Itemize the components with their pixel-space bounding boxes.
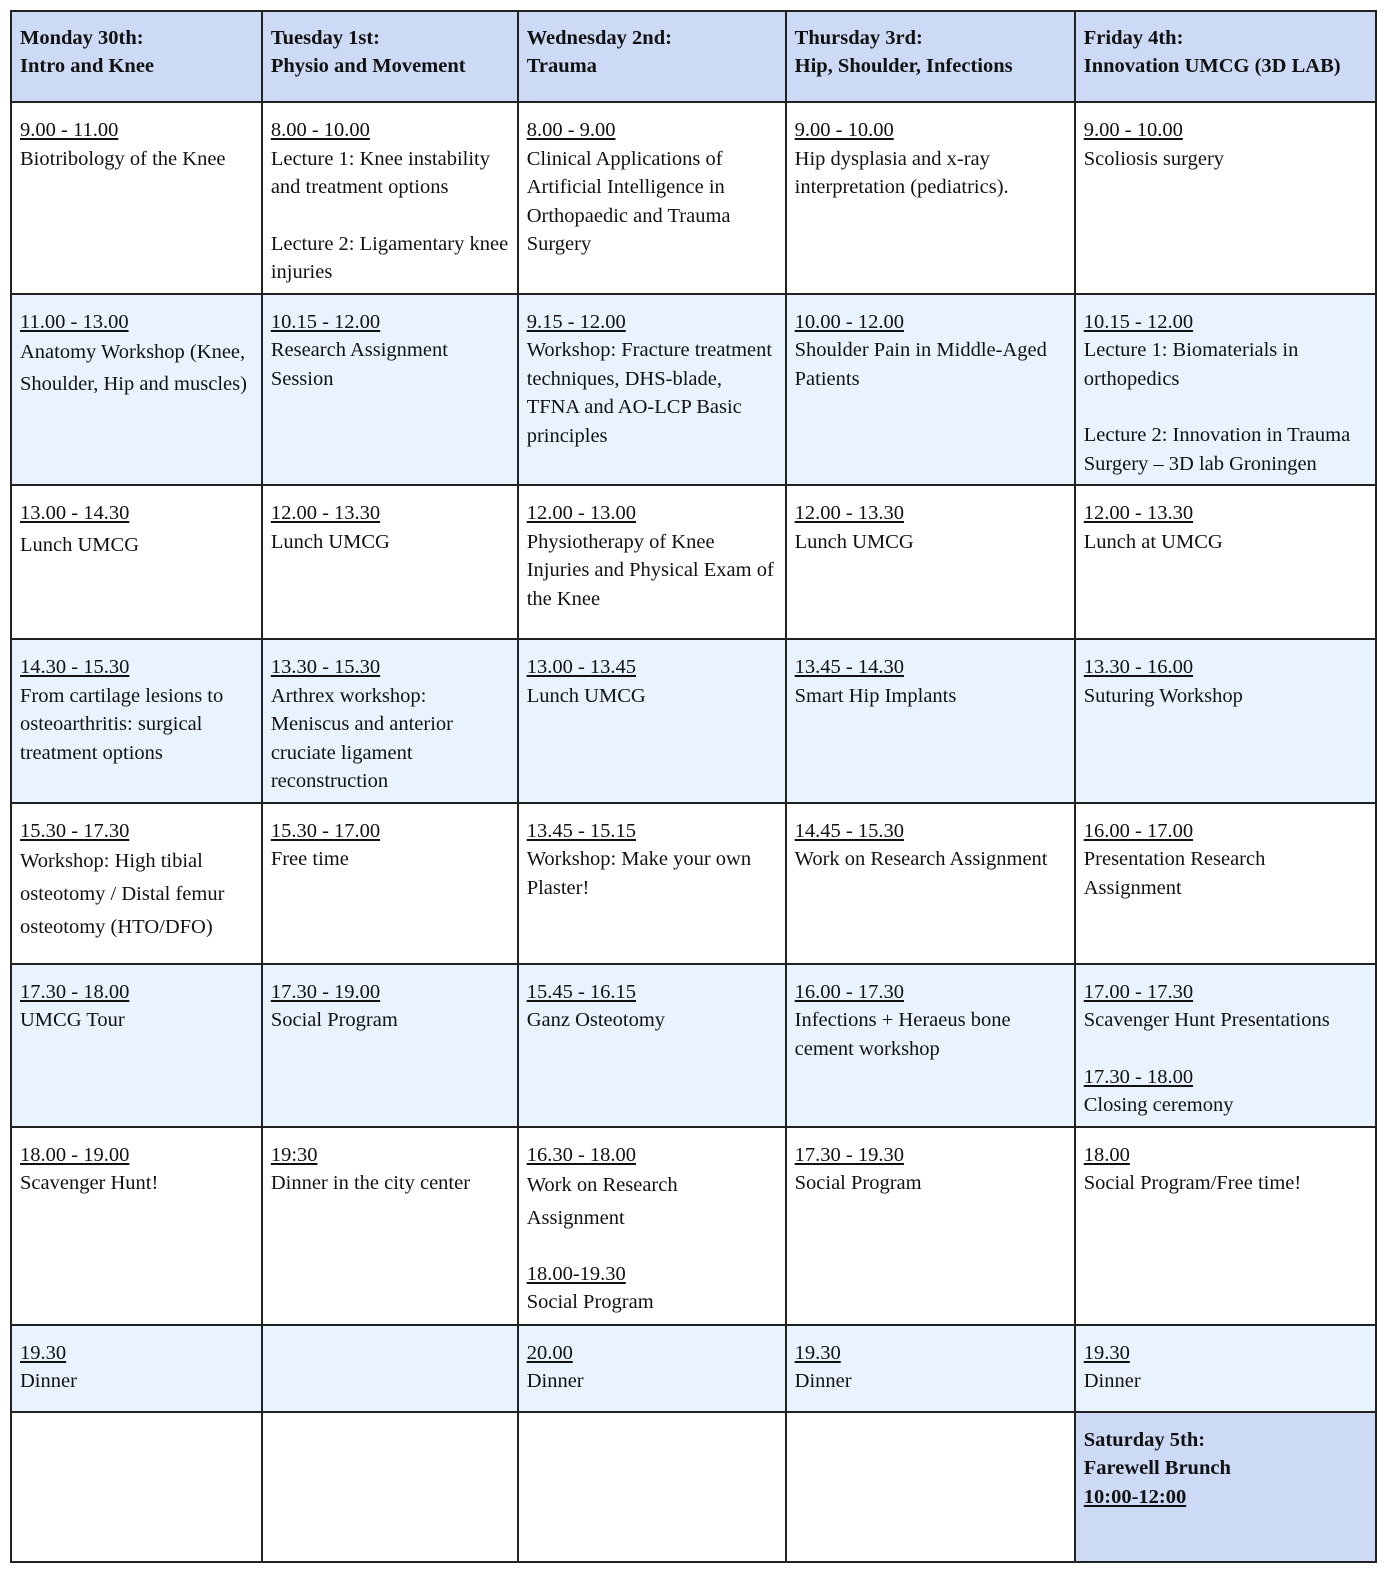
slot-title: Anatomy Workshop (Knee, Shoulder, Hip and muscles) xyxy=(20,340,247,395)
slot-time: 13.45 - 14.30 xyxy=(794,656,904,678)
slot-time: 13.00 - 13.45 xyxy=(526,656,637,678)
slot-time: 17.30 - 19.30 xyxy=(794,1143,904,1166)
schedule-row xyxy=(11,1127,1376,1325)
schedule-row xyxy=(11,485,1376,639)
schedule-cell xyxy=(262,639,518,803)
schedule-cell xyxy=(786,294,1075,486)
slot-time: 18.00-19.30 xyxy=(526,1262,626,1285)
day-theme: Innovation UMCG (3D LAB) xyxy=(1083,55,1341,77)
schedule-cell xyxy=(786,485,1075,639)
schedule-cell-empty xyxy=(518,1412,786,1562)
slot-time: 18.00 - 19.00 xyxy=(20,1143,130,1166)
slot-title: Work on Research Assignment xyxy=(794,848,1048,870)
schedule-cell xyxy=(518,102,786,294)
day-label: Monday 30th: xyxy=(20,27,144,49)
day-theme: Hip, Shoulder, Infections xyxy=(794,55,1013,77)
slot-time: 20.00 xyxy=(526,1341,573,1364)
schedule-cell xyxy=(786,964,1075,1127)
schedule-cell xyxy=(518,803,786,964)
slot-time: 12.00 - 13.30 xyxy=(1083,502,1194,524)
schedule-cell xyxy=(11,803,262,964)
saturday-event: Farewell Brunch xyxy=(1083,1457,1231,1479)
header-monday xyxy=(11,11,262,102)
slot-title: Ganz Osteotomy xyxy=(526,1009,666,1031)
slot-time: 9.15 - 12.00 xyxy=(526,310,626,333)
slot-time: 10.15 - 12.00 xyxy=(270,310,381,333)
schedule-cell xyxy=(262,294,518,486)
header-tuesday xyxy=(262,11,518,102)
saturday-time: 10:00-12:00 xyxy=(1083,1485,1187,1508)
slot-time: 10.00 - 12.00 xyxy=(794,310,904,333)
schedule-cell xyxy=(786,639,1075,803)
schedule-cell xyxy=(1075,1127,1376,1325)
slot-title: Hip dysplasia and x-ray interpretation (pediatrics). xyxy=(794,147,1009,198)
slot-title: Social Program xyxy=(270,1009,398,1031)
schedule-cell xyxy=(1075,485,1376,639)
schedule-cell xyxy=(11,1127,262,1325)
slot-time: 11.00 - 13.00 xyxy=(20,310,129,333)
slot-time: 19:30 xyxy=(270,1143,318,1166)
slot-time: 19.30 xyxy=(794,1341,841,1364)
slot-title: Scoliosis surgery xyxy=(1083,147,1225,170)
slot-title: Lunch at UMCG xyxy=(1083,530,1223,553)
slot-title: Infections + Heraeus bone cement workshop xyxy=(794,1009,1011,1060)
saturday-brunch-cell xyxy=(1075,1412,1376,1562)
schedule-cell xyxy=(518,964,786,1127)
schedule-cell xyxy=(11,485,262,639)
schedule-cell xyxy=(11,964,262,1127)
schedule-cell xyxy=(1075,639,1376,803)
slot-time: 10.15 - 12.00 xyxy=(1083,310,1194,333)
slot-time: 8.00 - 10.00 xyxy=(270,119,370,141)
slot-title: Suturing Workshop xyxy=(1083,684,1243,707)
saturday-day-label: Saturday 5th: xyxy=(1083,1428,1206,1451)
slot-title: Social Program xyxy=(526,1290,654,1313)
schedule-cell xyxy=(518,1127,786,1325)
schedule-cell xyxy=(262,102,518,294)
slot-title: Free time xyxy=(270,848,349,870)
schedule-cell-empty xyxy=(786,1412,1075,1562)
slot-title: Social Program/Free time! xyxy=(1083,1172,1302,1194)
schedule-cell xyxy=(518,485,786,639)
schedule-row xyxy=(11,102,1376,294)
day-theme: Trauma xyxy=(526,55,597,77)
slot-time: 15.30 - 17.30 xyxy=(20,819,130,842)
slot-title: Social Program xyxy=(794,1172,922,1194)
slot-time: 16.30 - 18.00 xyxy=(526,1143,637,1166)
slot-time: 15.30 - 17.00 xyxy=(270,819,381,842)
slot-title: Dinner xyxy=(526,1370,584,1392)
slot-time: 14.30 - 15.30 xyxy=(20,656,130,678)
slot-title: Lunch UMCG xyxy=(794,530,914,553)
schedule-cell-empty xyxy=(262,1412,518,1562)
schedule-row xyxy=(11,639,1376,803)
slot-title: Shoulder Pain in Middle-Aged Patients xyxy=(794,339,1047,390)
slot-title: Presentation Research Assignment xyxy=(1083,848,1266,899)
slot-title: Lecture 1: Knee instability and treatment options xyxy=(270,147,490,198)
schedule-row xyxy=(11,803,1376,964)
schedule-cell-empty xyxy=(262,1325,518,1412)
schedule-cell xyxy=(262,485,518,639)
schedule-cell xyxy=(518,294,786,486)
slot-time: 9.00 - 11.00 xyxy=(20,119,119,141)
day-label: Friday 4th: xyxy=(1083,27,1184,49)
header-friday xyxy=(1075,11,1376,102)
slot-time: 13.45 - 15.15 xyxy=(526,819,637,842)
slot-title: Scavenger Hunt! xyxy=(20,1172,159,1194)
schedule-cell xyxy=(11,1325,262,1412)
schedule-row xyxy=(11,1325,1376,1412)
slot-time: 15.45 - 16.15 xyxy=(526,980,637,1003)
slot-title: Biotribology of the Knee xyxy=(20,147,226,170)
slot-time: 12.00 - 13.00 xyxy=(526,502,637,524)
slot-title: Workshop: High tibial osteotomy / Distal femur osteotomy (HTO/DFO) xyxy=(20,849,225,938)
slot-time: 17.30 - 18.00 xyxy=(1083,1065,1194,1088)
day-theme: Intro and Knee xyxy=(20,55,155,77)
schedule-cell xyxy=(518,639,786,803)
slot-time: 13.30 - 16.00 xyxy=(1083,656,1194,678)
schedule-cell xyxy=(1075,964,1376,1127)
schedule-row xyxy=(11,294,1376,486)
slot-title: Arthrex workshop: Meniscus and anterior cruciate ligament reconstruction xyxy=(270,684,453,792)
slot-title: Lecture 2: Ligamentary knee injuries xyxy=(270,232,509,283)
slot-title: Closing ceremony xyxy=(1083,1094,1234,1116)
slot-time: 14.45 - 15.30 xyxy=(794,819,904,842)
slot-title: Lunch UMCG xyxy=(526,684,646,707)
slot-title: Smart Hip Implants xyxy=(794,684,957,707)
schedule-cell xyxy=(11,102,262,294)
slot-title: Dinner xyxy=(794,1370,852,1392)
schedule-row xyxy=(11,964,1376,1127)
schedule-cell-empty xyxy=(11,1412,262,1562)
day-label: Tuesday 1st: xyxy=(270,27,381,49)
schedule-cell xyxy=(11,294,262,486)
slot-time: 17.30 - 19.00 xyxy=(270,980,381,1003)
slot-time: 17.00 - 17.30 xyxy=(1083,980,1194,1003)
schedule-cell xyxy=(786,102,1075,294)
schedule-cell xyxy=(262,803,518,964)
slot-title: Dinner xyxy=(1083,1370,1141,1392)
schedule-cell xyxy=(1075,803,1376,964)
slot-time: 17.30 - 18.00 xyxy=(20,980,130,1003)
schedule-cell xyxy=(262,1127,518,1325)
slot-time: 12.00 - 13.30 xyxy=(794,502,904,524)
slot-title: Lunch UMCG xyxy=(20,533,140,556)
schedule-row xyxy=(11,1412,1376,1562)
header-wednesday xyxy=(518,11,786,102)
slot-title: Physiotherapy of Knee Injuries and Physical Exam of the Knee xyxy=(526,530,774,610)
slot-time: 13.30 - 15.30 xyxy=(270,656,381,678)
slot-title: Lunch UMCG xyxy=(270,530,390,553)
slot-time: 18.00 xyxy=(1083,1143,1130,1166)
slot-title: Dinner xyxy=(20,1370,77,1392)
slot-title: UMCG Tour xyxy=(20,1009,125,1031)
slot-time: 19.30 xyxy=(20,1341,67,1364)
schedule-cell xyxy=(262,964,518,1127)
day-label: Thursday 3rd: xyxy=(794,27,923,49)
slot-time: 8.00 - 9.00 xyxy=(526,119,616,141)
header-row xyxy=(11,11,1376,102)
slot-title: Clinical Applications of Artificial Intelligence in Orthopaedic and Trauma Surgery xyxy=(526,147,731,255)
slot-time: 16.00 - 17.00 xyxy=(1083,819,1194,842)
slot-title: Workshop: Make your own Plaster! xyxy=(526,848,752,899)
schedule-cell xyxy=(786,803,1075,964)
slot-title: Lecture 2: Innovation in Trauma Surgery – 3D lab Groningen xyxy=(1083,424,1351,475)
slot-title: Workshop: Fracture treatment techniques, DHS-blade, TFNA and AO-LCP Basic principles xyxy=(526,339,773,447)
schedule-cell xyxy=(1075,102,1376,294)
schedule-cell xyxy=(518,1325,786,1412)
slot-title: From cartilage lesions to osteoarthritis: surgical treatment options xyxy=(20,684,224,764)
slot-time: 16.00 - 17.30 xyxy=(794,980,904,1003)
schedule-cell xyxy=(1075,294,1376,486)
schedule-cell xyxy=(786,1325,1075,1412)
slot-title: Lecture 1: Biomaterials in orthopedics xyxy=(1083,339,1299,390)
slot-title: Dinner in the city center xyxy=(270,1172,471,1194)
slot-title: Scavenger Hunt Presentations xyxy=(1083,1009,1330,1031)
slot-time: 9.00 - 10.00 xyxy=(1083,119,1183,141)
slot-time: 13.00 - 14.30 xyxy=(20,502,130,524)
slot-time: 9.00 - 10.00 xyxy=(794,119,894,141)
slot-title: Research Assignment Session xyxy=(270,339,448,390)
day-theme: Physio and Movement xyxy=(270,55,466,77)
header-thursday xyxy=(786,11,1075,102)
slot-time: 19.30 xyxy=(1083,1341,1130,1364)
schedule-cell xyxy=(1075,1325,1376,1412)
day-label: Wednesday 2nd: xyxy=(526,27,672,49)
schedule-cell xyxy=(786,1127,1075,1325)
slot-time: 12.00 - 13.30 xyxy=(270,502,381,524)
schedule-table xyxy=(10,10,1377,1563)
schedule-cell xyxy=(11,639,262,803)
slot-title: Work on Research Assignment xyxy=(526,1173,678,1229)
